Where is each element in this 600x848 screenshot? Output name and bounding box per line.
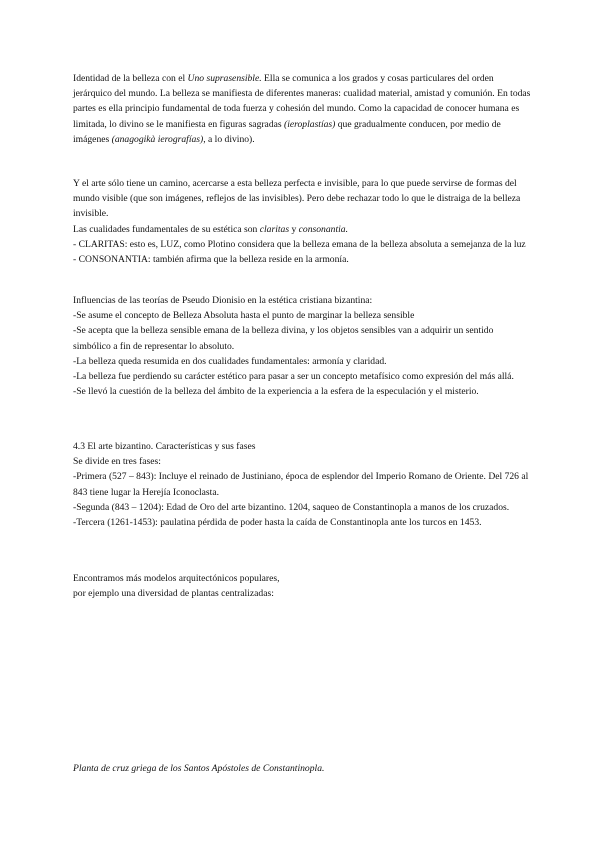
phase-item: -Primera (527 – 843): Incluye el reinado de Justiniano, época de esplendor del Imperio Romano de Oriente. Del 726 al 843 tiene lugar la Herejía Iconoclasta. <box>73 471 529 498</box>
influence-item: -La belleza queda resumida en dos cualidades fundamentales: armonía y claridad. <box>73 355 387 367</box>
influence-item: -Se llevó la cuestión de la belleza del ámbito de la experiencia a la esfera de la especulación y el misterio. <box>73 386 479 398</box>
influences-heading: Influencias de las teorías de Pseudo Dionisio en la estética cristiana bizantina: <box>73 295 373 306</box>
section-heading: 4.3 El arte bizantino. Características y sus fases <box>73 441 256 452</box>
qualities-line <box>73 222 533 237</box>
intro-text <box>73 71 533 147</box>
art-section <box>73 176 533 267</box>
intro-text-d: , a lo divino). <box>203 133 255 145</box>
figure-caption: Planta de cruz griega de los Santos Apóstoles de Constantinopla. <box>73 763 325 774</box>
consonantia-term: consonantia. <box>298 223 348 235</box>
claritas-item: - CLARITAS: esto es, LUZ, como Plotino considera que la belleza emana de la belleza absoluta a semejanza de la luz <box>73 238 526 250</box>
qualities-conj: y <box>289 223 299 235</box>
intro-emphasis-ieroplastias: (ieroplastías) <box>284 118 336 130</box>
influence-item: -Se asume el concepto de Belleza Absoluta hasta el punto de marginar la belleza sensible <box>73 310 415 322</box>
byzantine-section <box>73 439 533 530</box>
intro-text-c: que gradualmente conducen, por medio de imágenes <box>73 118 501 145</box>
art-paragraph: Y el arte sólo tiene un camino, acercarse a esta belleza perfecta e invisible, para lo que puede servirse de formas del mundo visible (que son imágenes, reflejos de las invisibles). Pero debe rechazar todo lo que le distraiga de la belleza invisible. <box>73 178 521 220</box>
intro-emphasis-uno: Uno suprasensible. <box>187 73 262 84</box>
consonantia-item: - CONSONANTIA: también afirma que la belleza reside en la armonía. <box>73 254 349 266</box>
intro-text-b: Ella se comunica a los grados y cosas particulares del orden jerárquico del mundo. La belleza se manifiesta de diferentes maneras: cualidad material, amistad y comunión. En todas partes es ella principio fundamental de toda fuerza y cohesión del mundo. Como la capacidad de conocer humana es limitada, lo divino se le manifiesta en figuras sagradas <box>73 73 531 130</box>
phases-intro: Se divide en tres fases: <box>73 456 161 468</box>
models-section <box>73 571 533 601</box>
intro-emphasis-ierografias: (anagogikà ierografías) <box>111 133 204 145</box>
influence-item: -La belleza fue perdiendo su carácter estético para pasar a ser un concepto metafísico como expresión del más allá. <box>73 371 514 383</box>
models-line: por ejemplo una diversidad de plantas centralizadas: <box>73 588 274 600</box>
influence-item: -Se acepta que la belleza sensible emana de la belleza divina, y los objetos sensibles van a adquirir un sentido simbólico a fin de representar lo absoluto. <box>73 325 494 352</box>
qualities-text: Las cualidades fundamentales de su estética son <box>73 223 260 235</box>
intro-paragraph <box>73 71 533 147</box>
phase-item: -Segunda (843 – 1204): Edad de Oro del arte bizantino. 1204, saqueo de Constantinopla a manos de los cruzados. <box>73 501 510 513</box>
intro-text-a: Identidad de la belleza con el <box>73 73 188 84</box>
models-line: Encontramos más modelos arquitectónicos populares, <box>73 573 280 584</box>
phase-item: -Tercera (1261-1453): paulatina pérdida de poder hasta la caída de Constantinopla ante los turcos en 1453. <box>73 517 482 529</box>
influences-section <box>73 293 533 399</box>
claritas-term: claritas <box>259 223 290 235</box>
